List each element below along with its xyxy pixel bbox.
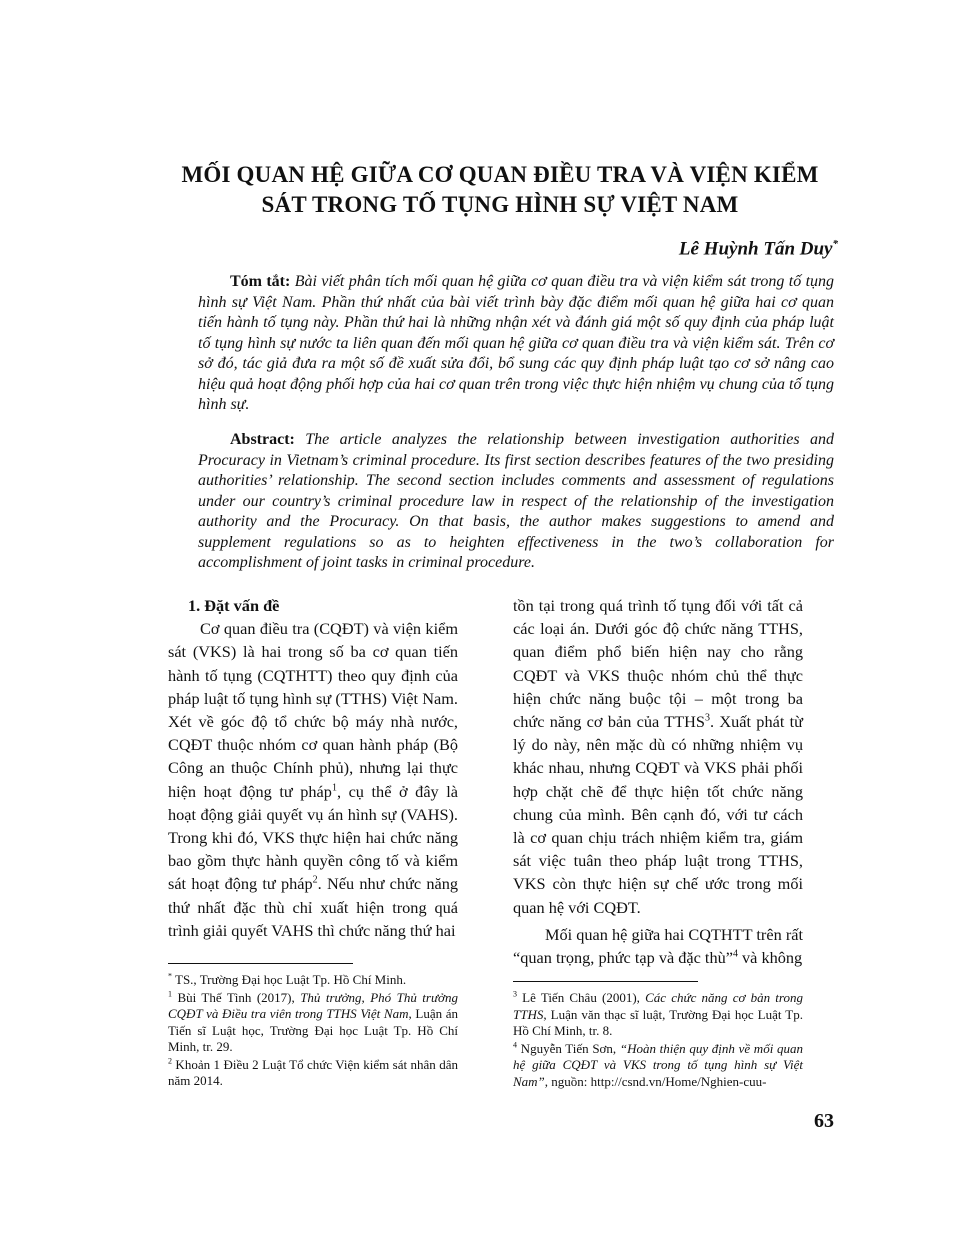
footnote-1: $^1$ Bùi Thế Tình (2017), Thủ trưởng, Phó Thủ trưởng CQĐT và Điều tra viên trong TTHS Việt Nam, Luận án Tiến sĩ Luật học, Trường Đại học Luật Tp. Hồ Chí Minh, tr. 29. xyxy=(168,989,458,1054)
footnote-ref-2[interactable]: 2 xyxy=(312,875,318,887)
summary-en-text: The article analyzes the relationship between investigation authorities and Procuracy in Vietnam’s criminal procedure. Its first section describes features of the two presiding authorities’ relationship. The second section includes comments and assessment of regulations under our country’s criminal procedure law in respect of the relationship of the investigation authority and the Procuracy. On that basis, the author makes suggestions to amend and supplement regulations so as to heighten effectiveness in the two’s collaboration for accomplishment of joint tasks in criminal procedure. xyxy=(198,431,835,571)
summary-english xyxy=(198,430,834,574)
author-footnote-mark: * xyxy=(832,238,838,250)
right-column xyxy=(513,594,803,969)
footnote-2: $^2$ Khoản 1 Điều 2 Luật Tổ chức Viện kiểm sát nhân dân năm 2014. xyxy=(168,1056,458,1088)
summary-vi-text: Bài viết phân tích mối quan hệ giữa cơ quan điều tra và viện kiểm sát trong tố tụng hình sự Việt Nam. Phần thứ nhất của bài viết trình bày đặc điểm mối quan hệ giữa hai cơ quan tiến hành tố tụng này. Phần thứ hai là những nhận xét và đánh giá một số quy định của pháp luật tố tụng hình sự nước ta liên quan đến mối quan hệ giữa cơ quan điều tra và viện kiểm sát. Trên cơ sở đó, tác giả đưa ra một số đề xuất sửa đổi, bổ sung các quy định pháp luật tạo cơ sở nâng cao hiệu quả hoạt động phối hợp của hai cơ quan trên trong việc thực hiện nhiệm vụ chung của tố tụng hình sự. xyxy=(198,273,835,413)
footnote-divider-right xyxy=(513,981,698,982)
footnote-4: $^4$ Nguyễn Tiến Sơn, “Hoàn thiện quy định về mối quan hệ giữa CQĐT và VKS trong tố tụng hình sự Việt Nam”, nguồn: http://csnd.vn/Home/Nghien-cuu- xyxy=(513,1040,803,1089)
right-paragraph-1: tồn tại trong quá trình tố tụng đối với tất cả các loại án. Dưới góc độ chức năng TTHS, quan điểm phổ biến hiện nay cho rằng CQĐT và VKS thuộc nhóm chủ thể thực hiện chức năng buộc tội – một trong ba chức năng cơ bản của TTHS$^3$. Xuất phát từ lý do này, nên mặc dù có những nhiệm vụ khác nhau, nhưng CQĐT và VKS phải phối hợp chặt chẽ để thực hiện tốt chức năng chung của mình. Bên cạnh đó, với tư cách là cơ quan chịu trách nhiệm kiểm tra, giám sát việc tuân theo pháp luật trong TTHS, VKS còn thực hiện sự chế ước trong mối quan hệ với CQĐT. xyxy=(513,596,803,917)
section-heading: 1. Đặt vấn đề xyxy=(188,596,280,615)
page-number: 63 xyxy=(814,1110,834,1132)
footnote-ref-3[interactable]: 3 xyxy=(704,712,710,724)
footnote-ref-4[interactable]: 4 xyxy=(732,948,738,960)
author-name xyxy=(679,238,838,260)
author-text: Lê Huỳnh Tấn Duy xyxy=(678,238,833,260)
article-title xyxy=(120,160,880,220)
summary-en-label: Abstract: xyxy=(230,431,295,448)
footnote-divider-left xyxy=(168,963,353,964)
footnote-4-source-link[interactable]: , nguồn: http://csnd.vn/Home/Nghien-cuu- xyxy=(544,1073,767,1089)
left-column xyxy=(168,594,458,942)
summary-vi-label: Tóm tắt: xyxy=(230,273,291,290)
title-line-2: SÁT TRONG TỐ TỤNG HÌNH SỰ VIỆT NAM xyxy=(261,192,739,217)
right-paragraph-2: Mối quan hệ giữa hai CQTHTT trên rất “quan trọng, phức tạp và đặc thù”$^4$ và không xyxy=(513,924,803,968)
footnote-3: $^3$ Lê Tiến Châu (2001), Các chức năng cơ bản trong TTHS, Luận văn thạc sĩ luật, Trường Đại học Luật Tp. Hồ Chí Minh, tr. 8. xyxy=(513,989,803,1038)
footnote-author: * TS., Trường Đại học Luật Tp. Hồ Chí Minh. xyxy=(168,971,407,987)
summary-vietnamese xyxy=(198,272,834,416)
footnote-ref-1[interactable]: 1 xyxy=(331,782,337,794)
left-paragraph: Cơ quan điều tra (CQĐT) và viện kiểm sát (VKS) là hai trong số ba cơ quan tiến hành tố tụng (CQTHTT) theo quy định của pháp luật tố tụng hình sự (TTHS) Việt Nam. Xét về góc độ tổ chức bộ máy nhà nước, CQĐT thuộc nhóm cơ quan hành pháp (Bộ Công an thuộc Chính phủ), nhưng lại thực hiện hoạt động tư pháp$^1$, cụ thể ở đây là hoạt động giải quyết vụ án hình sự (VAHS). Trong khi đó, VKS thực hiện hai chức năng bao gồm thực hành quyền công tố và kiểm sát hoạt động tư pháp$^2$. Nếu như chức năng thứ nhất đặc thù chỉ xuất hiện trong quá trình giải quyết VAHS thì chức năng thứ hai xyxy=(168,619,459,940)
title-line-1: MỐI QUAN HỆ GIỮA CƠ QUAN ĐIỀU TRA VÀ VIỆN KIỂM xyxy=(181,162,819,187)
footnotes-left xyxy=(168,972,458,1091)
footnotes-right xyxy=(513,990,803,1091)
